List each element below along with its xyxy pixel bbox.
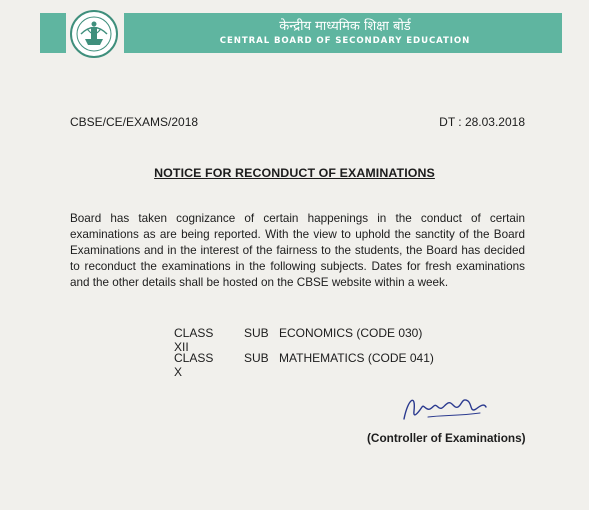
subject-sub-label: SUB xyxy=(244,351,269,365)
notice-body: Board has taken cognizance of certain happenings in the conduct of certain examinations as are being reported. With the view to uphold the sanctity of the Board Examinations and in the interest of the fairness to the students, the Board has decided to reconduct the examinations in the following subjects. Dates for fresh examinations and the other details shall be hosted on the CBSE website within a week. xyxy=(70,212,525,289)
subject-name: ECONOMICS (CODE 030) xyxy=(279,326,423,340)
subject-name: MATHEMATICS (CODE 041) xyxy=(279,351,434,365)
notice-title: NOTICE FOR RECONDUCT OF EXAMINATIONS xyxy=(154,166,435,180)
board-name-hindi: केन्द्रीय माध्यमिक शिक्षा बोर्ड xyxy=(279,19,411,34)
subject-sub-label: SUB xyxy=(244,326,269,340)
subject-class: CLASS XII xyxy=(174,326,214,354)
subject-class: CLASS X xyxy=(174,351,214,379)
signatory-title: (Controller of Examinations) xyxy=(367,431,526,445)
notice-date: DT : 28.03.2018 xyxy=(439,115,525,129)
cbse-logo-icon xyxy=(69,9,119,59)
reference-number: CBSE/CE/EXAMS/2018 xyxy=(70,115,199,129)
board-name-english: CENTRAL BOARD OF SECONDARY EDUCATION xyxy=(219,36,471,46)
letterhead-band-left xyxy=(40,13,66,53)
signature xyxy=(398,389,490,429)
